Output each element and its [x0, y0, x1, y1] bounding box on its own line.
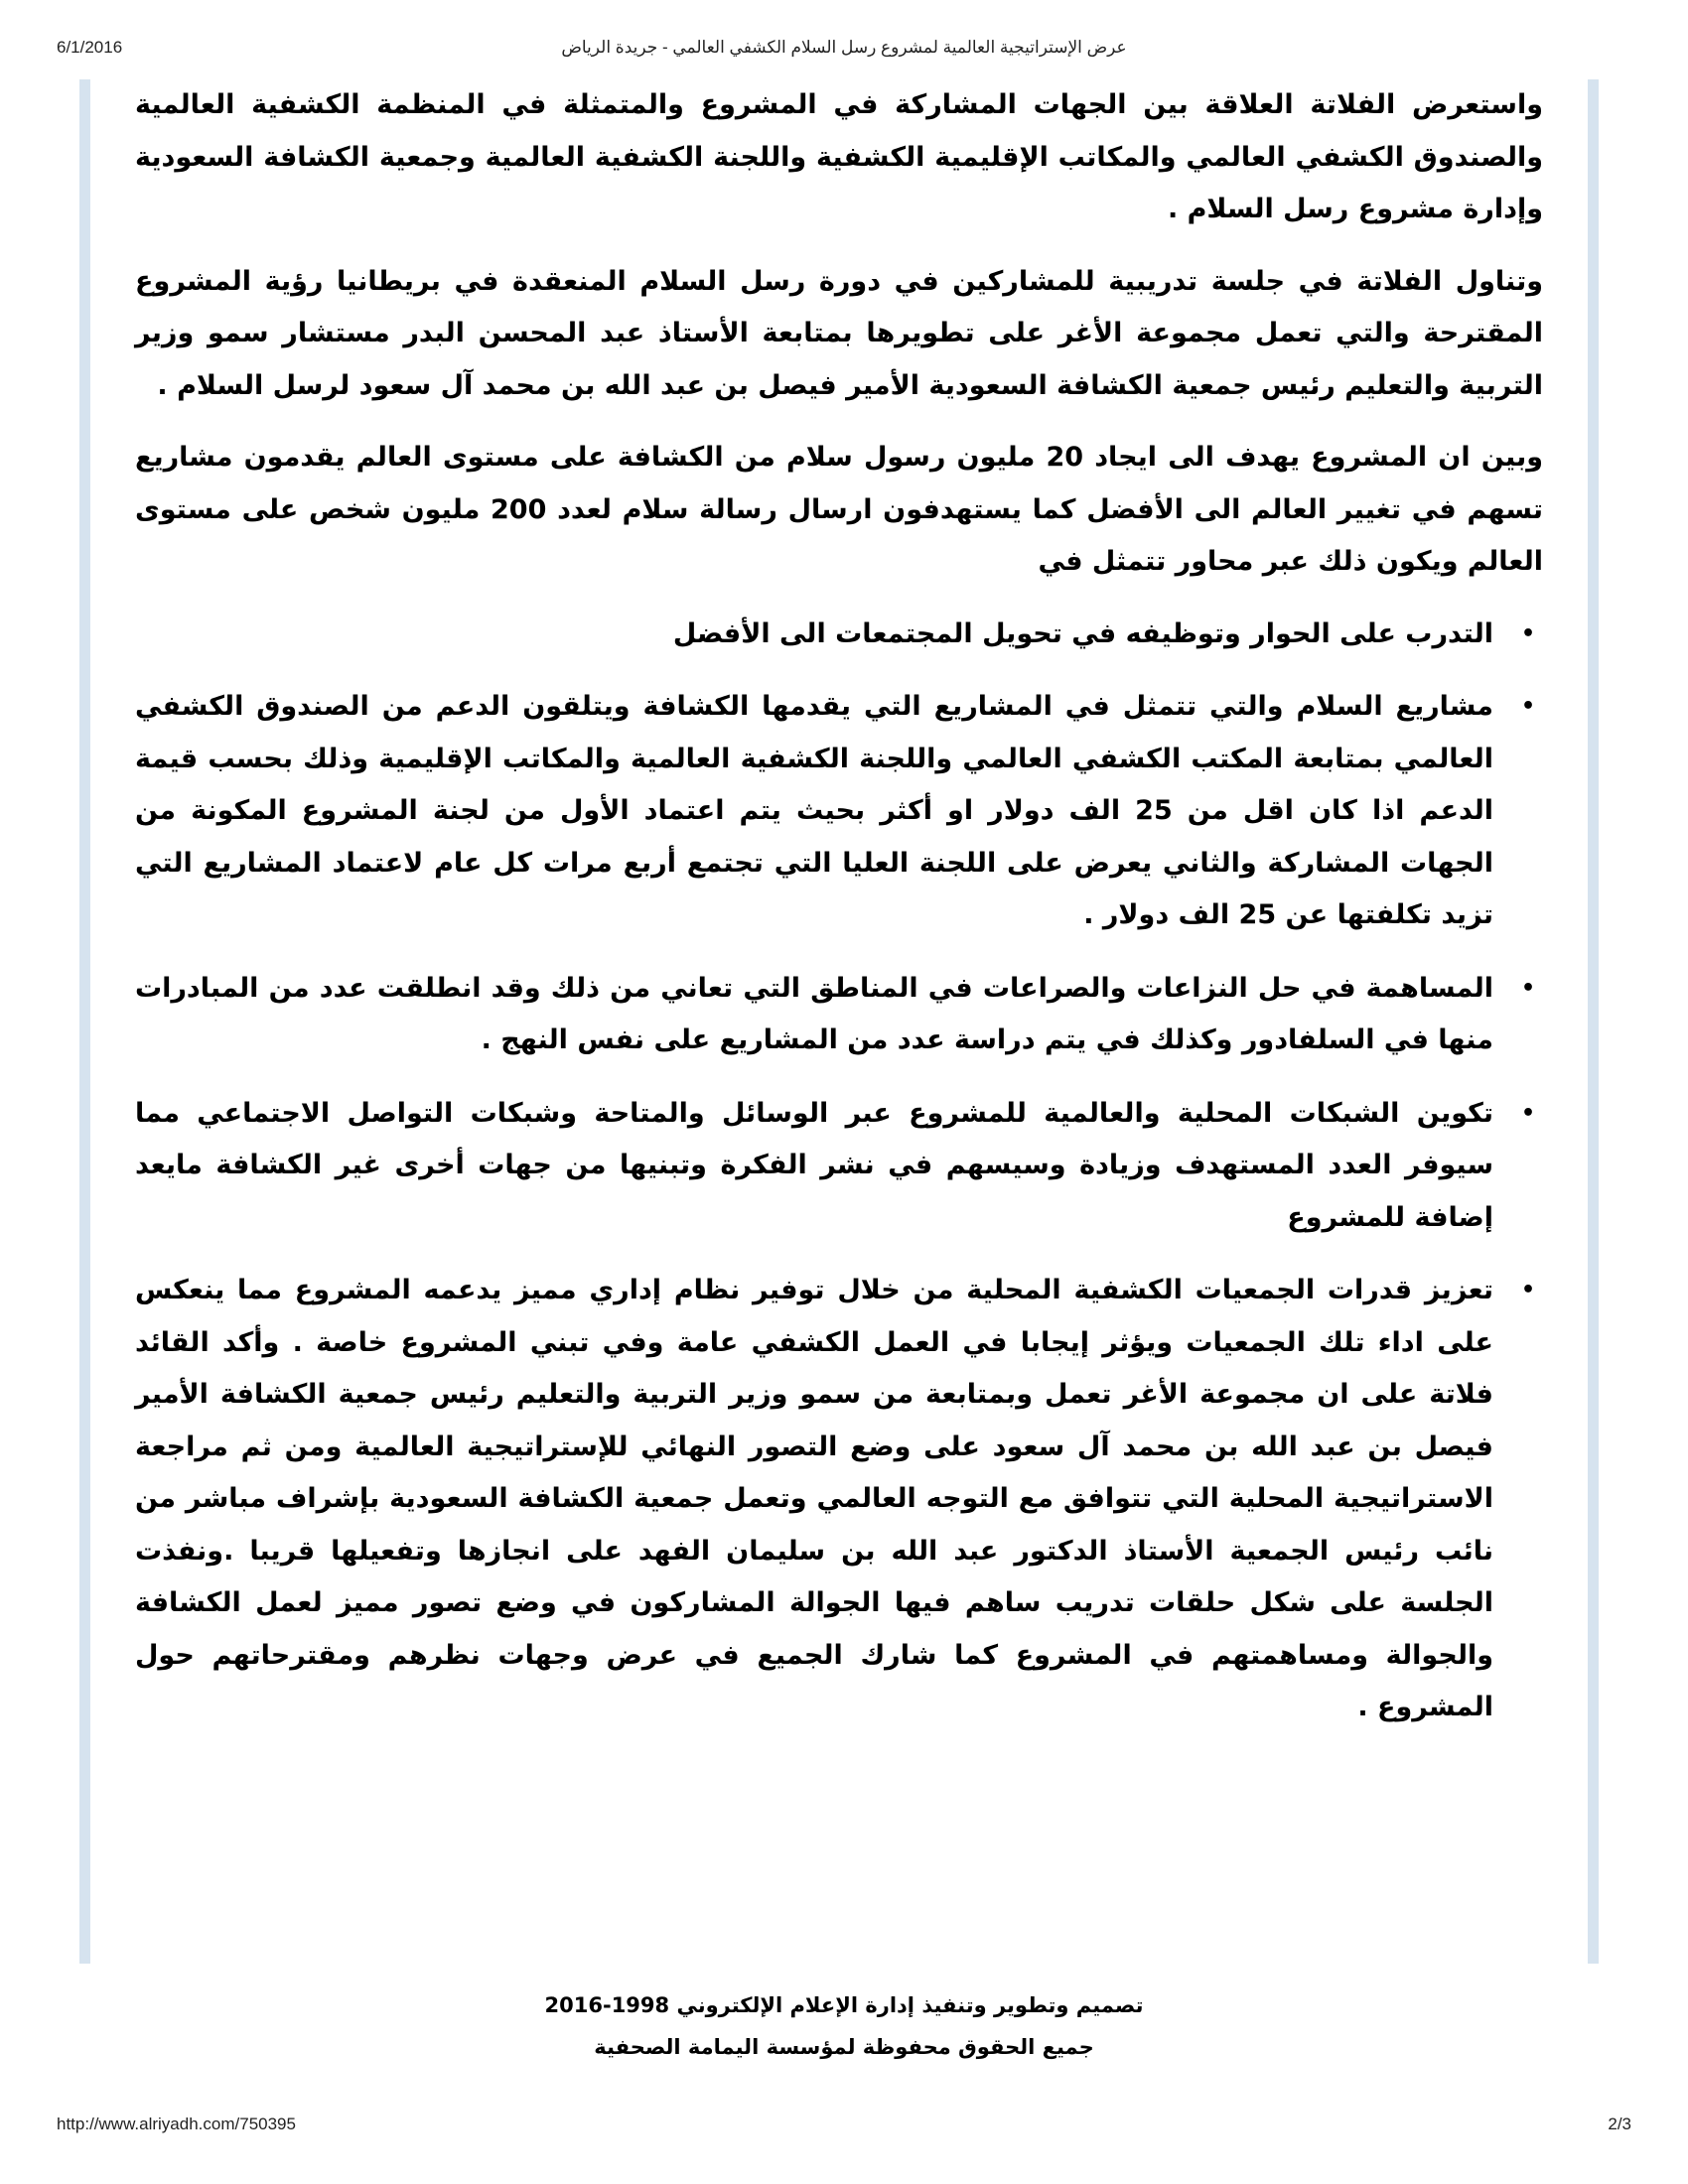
bullet-icon: •	[1520, 694, 1535, 719]
list-item	[135, 963, 1535, 1067]
bullet-icon: •	[1520, 1100, 1535, 1126]
article-body	[135, 79, 1543, 1755]
article-container	[79, 79, 1599, 1964]
list-item	[135, 681, 1535, 942]
list-item-text: التدرب على الحوار وتوظيفه في تحويل المجتمعات الى الأفضل	[672, 617, 1493, 649]
copyright-notice: جميع الحقوق محفوظة لمؤسسة اليمامة الصحفية	[594, 2035, 1094, 2059]
list-item-text: المساهمة في حل النزاعات والصراعات في المناطق التي تعاني من ذلك وقد انطلقت عدد من المبادرات منها في السلفادور وكذلك في يتم دراسة عدد من المشاريع على نفس النهج .	[135, 972, 1493, 1055]
list-item-text: مشاريع السلام والتي تتمثل في المشاريع التي يقدمها الكشافة ويتلقون الدعم من الصندوق الكشفي العالمي بمتابعة المكتب الكشفي العالمي واللجنة الكشفية العالمية والمكاتب الإقليمية وذلك بحسب قيمة الدعم اذا كان اقل من 25 الف دولار او أكثر بحيث يتم اعتماد الأول من لجنة المشروع المكونة من الجهات المشاركة والثاني يعرض على اللجنة العليا التي تجتمع أربع مرات كل عام لاعتماد المشاريع التي تزيد تكلفتها عن 25 الف دولار .	[135, 691, 1493, 930]
page-url[interactable]: http://www.alriyadh.com/750395	[57, 2115, 296, 2133]
page-number: 2/3	[1608, 2115, 1631, 2133]
paragraph-relations: واستعرض الفلاتة العلاقة بين الجهات المشاركة في المشروع والمتمثلة في المنظمة الكشفية العالمية والصندوق الكشفي العالمي والمكاتب الإقليمية الكشفية واللجنة الكشفية العالمية وجمعية الكشافة السعودية وإدارة مشروع رسل السلام .	[135, 89, 1543, 224]
site-credits: تصميم وتطوير وتنفيذ إدارة الإعلام الإلكتروني 1998-2016	[544, 1993, 1144, 2017]
list-item-text: تعزيز قدرات الجمعيات الكشفية المحلية من خلال توفير نظام إداري مميز يدعمه المشروع مما ينعكس على اداء تلك الجمعيات ويؤثر إيجابا في العمل الكشفي عامة وفي تبني المشروع خاصة . وأكد القائد فلاتة على ان مجموعة الأغر تعمل وبمتابعة من سمو وزير التربية والتعليم رئيس جمعية الكشافة الأمير فيصل بن عبد الله بن محمد آل سعود على وضع التصور النهائي للإستراتيجية العالمية ومن ثم مراجعة الاستراتيجية المحلية التي تتوافق مع التوجه العالمي وتعمل جمعية الكشافة السعودية بإشراف مباشر من نائب رئيس الجمعية الأستاذ الدكتور عبد الله بن سليمان الفهد على انجازها وتفعيلها قريبا .ونفذت الجلسة على شكل حلقات تدريب ساهم فيها الجوالة المشاركون في وضع تصور مميز لعمل الكشافة والجوالة ومساهمتهم في المشروع كما شارك الجميع في عرض وجهات نظرهم ومقترحاتهم حول المشروع .	[135, 1275, 1493, 1722]
list-item	[135, 1265, 1535, 1734]
axes-list	[135, 609, 1543, 1734]
paragraph-project-goal: وبين ان المشروع يهدف الى ايجاد 20 مليون رسول سلام من الكشافة على مستوى العالم يقدمون مشاريع تسهم في تغيير العالم الى الأفضل كما يستهدفون ارسال رسالة سلام لعدد 200 مليون شخص على مستوى العالم ويكون ذلك عبر محاور تتمثل في	[135, 442, 1543, 577]
list-item	[135, 1088, 1535, 1245]
list-item-text: تكوين الشبكات المحلية والعالمية للمشروع عبر الوسائل والمتاحة وشبكات التواصل الاجتماعي مما سيوفر العدد المستهدف وزيادة وسيسهم في نشر الفكرة وتبنيها من جهات أخرى غير الكشافة مايعد إضافة للمشروع	[135, 1097, 1493, 1233]
print-date: 6/1/2016	[57, 38, 123, 57]
list-item	[135, 609, 1535, 661]
bullet-icon: •	[1520, 1278, 1535, 1302]
paragraph-training-session: وتناول الفلاتة في جلسة تدريبية للمشاركين في دورة رسل السلام المنعقدة في بريطانيا رؤية المشروع المقترحة والتي تعمل مجموعة الأغر على تطويرها بمتابعة الأستاذ عبد المحسن البدر مستشار سمو وزير التربية والتعليم رئيس جمعية الكشافة السعودية الأمير فيصل بن عبد الله بن محمد آل سعود لرسل السلام .	[135, 265, 1543, 401]
bullet-icon: •	[1520, 620, 1535, 646]
page-title: عرض الإستراتيجية العالمية لمشروع رسل السلام الكشفي العالمي - جريدة الرياض	[561, 38, 1127, 57]
bullet-icon: •	[1520, 975, 1535, 1001]
